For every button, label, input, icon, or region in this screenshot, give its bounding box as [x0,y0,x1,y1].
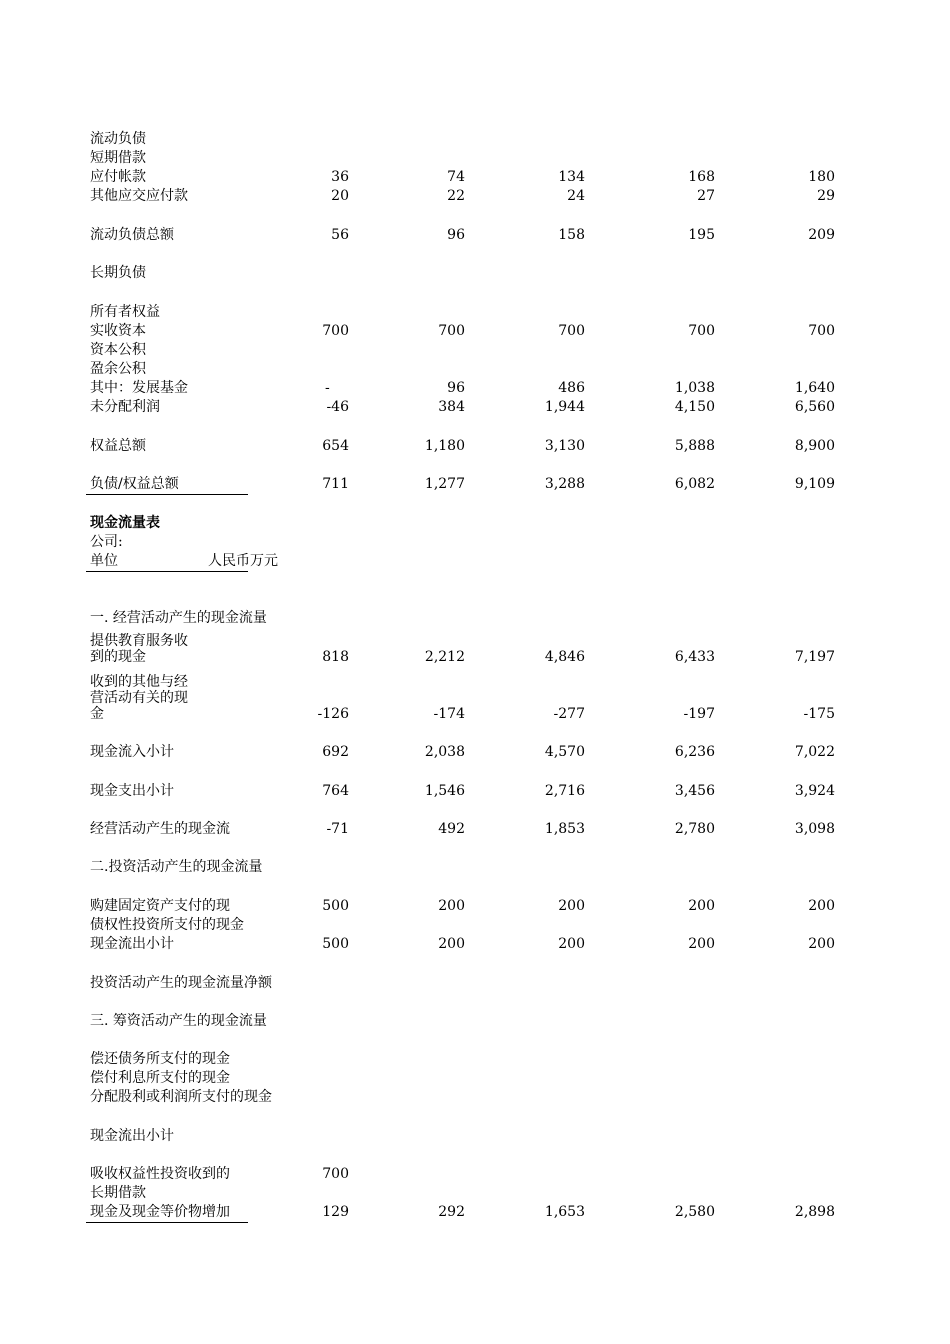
row-unit [0,552,950,571]
total-underline [86,494,248,495]
value-col4: -197 [683,706,715,722]
value-col2: 96 [447,380,465,396]
value-col5: 209 [808,227,835,243]
value-col5: 9,109 [794,476,835,492]
label: 所有者权益 [90,304,160,320]
value-col4: 2,580 [674,1204,715,1220]
label-line1: 收到的其他与经 [90,674,188,690]
value-col2: 2,038 [424,744,465,760]
value-col3: 3,130 [544,438,585,454]
value-col5: 7,022 [794,744,835,760]
label: 金 [90,706,104,722]
row-surplus-reserve [0,360,950,379]
value-col4: 168 [688,169,715,185]
row-short-term-loans [0,149,950,168]
value-col2: 1,546 [424,783,465,799]
value-col2: 22 [447,188,465,204]
row-liabilities-equity-total [0,475,950,494]
value-col4: 1,038 [674,380,715,396]
row-equity-investment [0,1165,950,1184]
row-current-liabilities-heading [0,130,950,149]
value-col4: 4,150 [674,399,715,415]
label: 现金支出小计 [90,783,174,799]
value-col2: 200 [438,898,465,914]
value-col1: 692 [322,744,349,760]
value-col3: 1,944 [544,399,585,415]
value-col4: 27 [697,188,715,204]
row-undistributed-profit [0,398,950,417]
row-company [0,533,950,552]
value-col5: -175 [803,706,835,722]
value-col1: 56 [331,227,349,243]
label: 偿还债务所支付的现金 [90,1051,230,1067]
value-col2: 2,212 [424,649,465,665]
label: 长期负债 [90,265,146,281]
value-col1: 818 [322,649,349,665]
row-section1 [0,609,950,628]
label: 购建固定资产支付的现 [90,898,230,914]
value-col3: -277 [553,706,585,722]
row-investing-net [0,974,950,993]
row-owners-equity-heading [0,303,950,322]
section3-heading: 三. 筹资活动产生的现金流量 [90,1013,267,1029]
value-col4: 195 [688,227,715,243]
value-col4: 200 [688,936,715,952]
row-section3 [0,1012,950,1031]
value-col1: 36 [331,169,349,185]
value-col1: 711 [322,476,349,492]
value-col1: -71 [326,821,349,837]
value-col3: 158 [558,227,585,243]
row-section2 [0,858,950,877]
value-col1: 20 [331,188,349,204]
unit-value: 人民币万元 [208,553,278,569]
label: 短期借款 [90,150,146,166]
value-col2: 1,277 [424,476,465,492]
value-col5: 200 [808,936,835,952]
value-col2: 200 [438,936,465,952]
label: 现金流入小计 [90,744,174,760]
value-col2: 384 [438,399,465,415]
value-col2: 1,180 [424,438,465,454]
label: 权益总额 [90,438,146,454]
label: 负债/权益总额 [90,476,179,492]
value-col3: 24 [567,188,585,204]
section2-heading: 二.投资活动产生的现金流量 [90,859,263,875]
value-col1: 764 [322,783,349,799]
value-col4: 3,456 [674,783,715,799]
row-accounts-payable [0,168,950,187]
row-other-operating [0,705,950,724]
value-col3: 1,653 [544,1204,585,1220]
value-col4: 200 [688,898,715,914]
value-col5: 6,560 [794,399,835,415]
row-financing-outflow [0,1127,950,1146]
row-equity-total [0,437,950,456]
unit-label: 单位 [90,553,118,569]
label: 未分配利润 [90,399,160,415]
row-net-increase [0,1203,950,1222]
label: 资本公积 [90,342,146,358]
value-col2: 74 [447,169,465,185]
value-col1: 129 [322,1204,349,1220]
value-col3: 3,288 [544,476,585,492]
net-increase-underline [86,1222,248,1223]
row-education-services [0,648,950,667]
label: 经营活动产生的现金流 [90,821,230,837]
row-fixed-assets [0,897,950,916]
value-col4: 5,888 [674,438,715,454]
value-col2: 700 [438,323,465,339]
value-col2: 292 [438,1204,465,1220]
row-debt-investment [0,916,950,935]
value-col5: 7,197 [794,649,835,665]
row-dividends-paid [0,1088,950,1107]
label: 现金流出小计 [90,936,174,952]
row-inflow-subtotal [0,743,950,762]
row-other-payables [0,187,950,206]
label: 偿付利息所支付的现金 [90,1070,230,1086]
value-col4: 6,082 [674,476,715,492]
row-current-liabilities-total [0,226,950,245]
label: 其中：发展基金 [90,380,188,396]
value-col5: 8,900 [794,438,835,454]
value-col1: 700 [322,1166,349,1182]
label: 其他应交应付款 [90,188,188,204]
label: 长期借款 [90,1185,146,1201]
value-col5: 29 [817,188,835,204]
value-col4: 2,780 [674,821,715,837]
value-col3: 4,570 [544,744,585,760]
cashflow-title: 现金流量表 [90,515,160,531]
row-outflow-subtotal [0,782,950,801]
label: 投资活动产生的现金流量净额 [90,975,272,991]
value-col5: 200 [808,898,835,914]
row-interest-paid [0,1069,950,1088]
label: 吸收权益性投资收到的 [90,1166,230,1182]
value-col5: 1,640 [794,380,835,396]
value-col3: 486 [558,380,585,396]
unit-underline [86,571,248,572]
value-col3: 2,716 [544,783,585,799]
value-col1: -46 [326,399,349,415]
label: 到的现金 [90,649,146,665]
value-col5: 2,898 [794,1204,835,1220]
value-col2: -174 [433,706,465,722]
value-col5: 3,098 [794,821,835,837]
value-col5: 180 [808,169,835,185]
row-debt-repayment [0,1050,950,1069]
label: 分配股利或利润所支付的现金 [90,1089,272,1105]
row-paid-in-capital [0,322,950,341]
value-col5: 700 [808,323,835,339]
value-col3: 200 [558,898,585,914]
row-capital-reserve [0,341,950,360]
row-long-term-liabilities [0,264,950,283]
label-line2: 营活动有关的现 [90,690,188,706]
label: 盈余公积 [90,361,146,377]
label: 流动负债 [90,131,146,147]
value-col1: 654 [322,438,349,454]
value-col1: -126 [317,706,349,722]
value-col3: 700 [558,323,585,339]
value-col3: 1,853 [544,821,585,837]
row-operating-net [0,820,950,839]
label: 现金及现金等价物增加 [90,1204,230,1220]
label-line1: 提供教育服务收 [90,633,188,649]
value-col1: - [325,380,330,396]
value-col2: 492 [438,821,465,837]
value-col1: 700 [322,323,349,339]
value-col1: 500 [322,936,349,952]
company-label: 公司: [90,534,123,550]
row-development-fund [0,379,950,398]
value-col4: 6,433 [674,649,715,665]
value-col4: 700 [688,323,715,339]
label: 应付帐款 [90,169,146,185]
cashflow-title-row [0,514,950,533]
section1-heading: 一. 经营活动产生的现金流量 [90,610,267,626]
row-investing-outflow [0,935,950,954]
value-col5: 3,924 [794,783,835,799]
label: 流动负债总额 [90,227,174,243]
value-col4: 6,236 [674,744,715,760]
label: 债权性投资所支付的现金 [90,917,244,933]
row-long-term-loans [0,1184,950,1203]
value-col1: 500 [322,898,349,914]
label: 现金流出小计 [90,1128,174,1144]
value-col3: 134 [558,169,585,185]
label: 实收资本 [90,323,146,339]
value-col3: 200 [558,936,585,952]
value-col3: 4,846 [544,649,585,665]
value-col2: 96 [447,227,465,243]
